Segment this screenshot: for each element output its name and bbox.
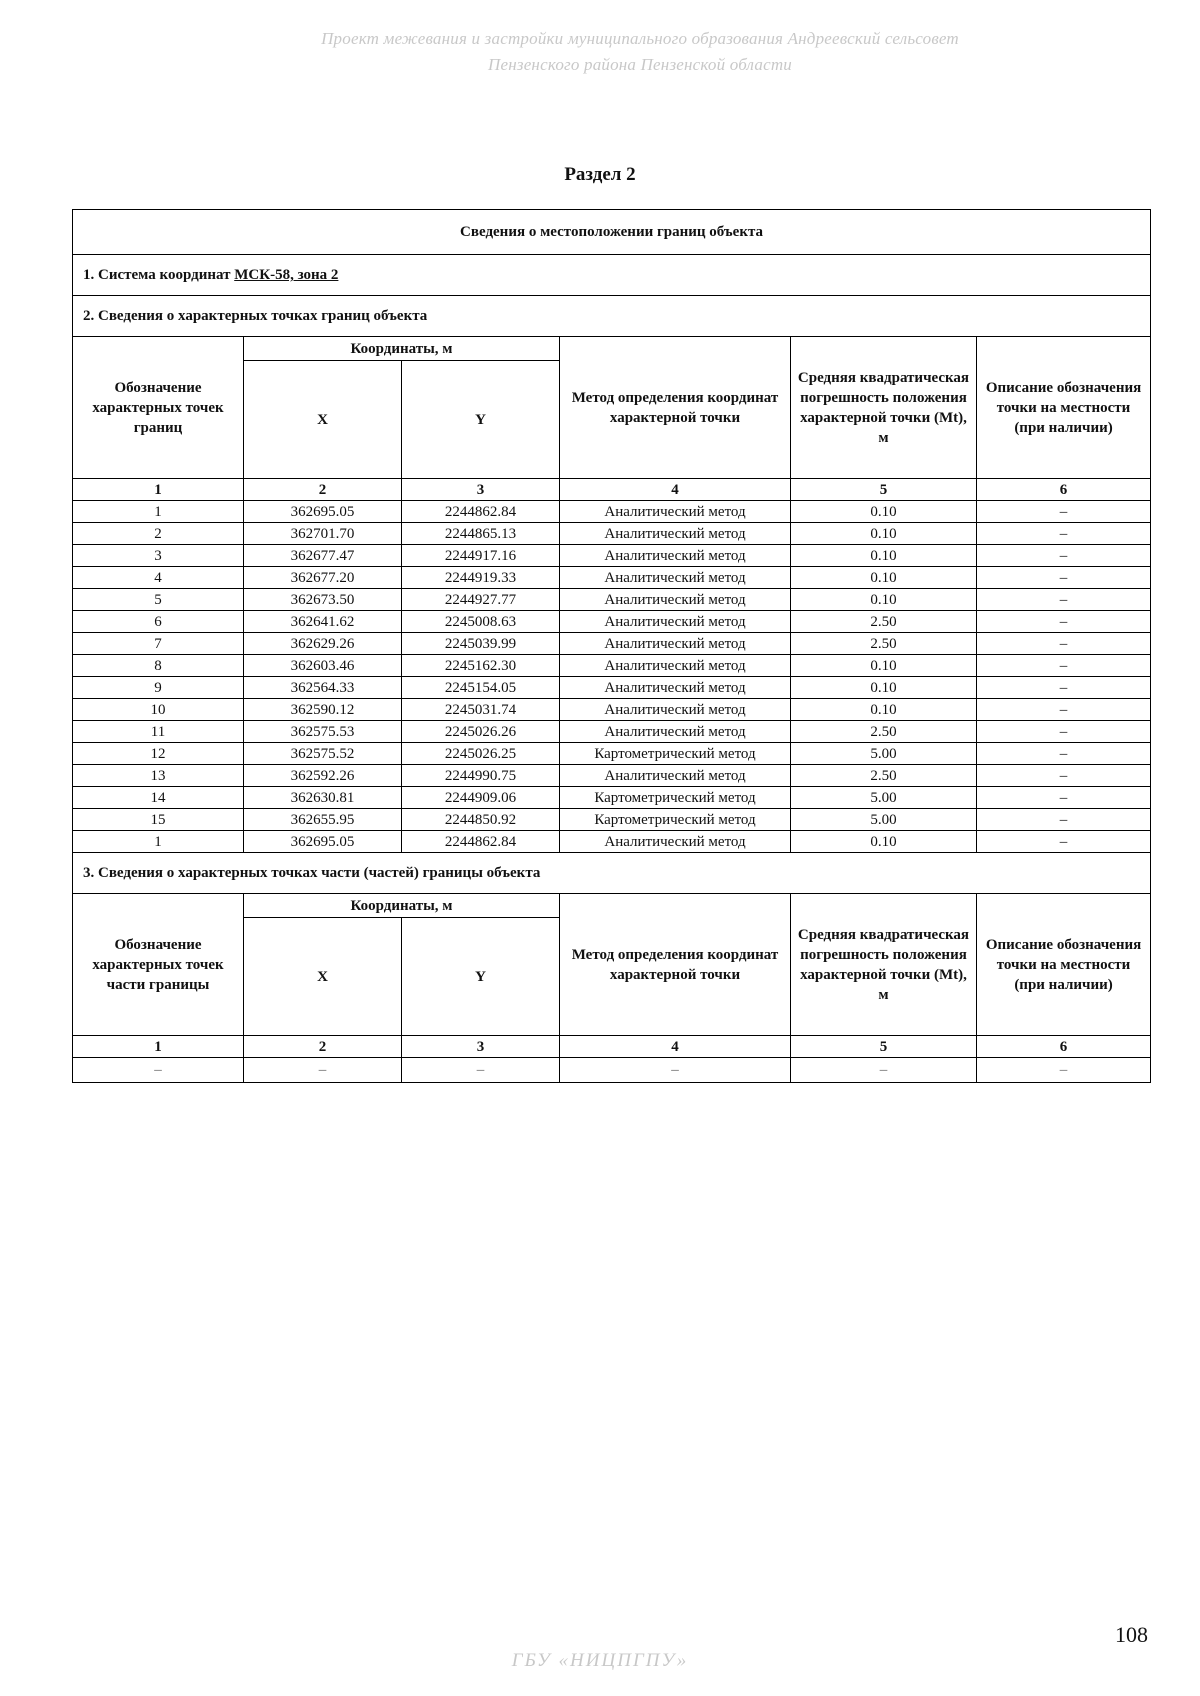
- column-number: 2: [244, 479, 402, 501]
- page-number: 108: [1115, 1622, 1148, 1647]
- x-cell: 362592.26: [244, 765, 402, 787]
- description-cell: –: [977, 611, 1151, 633]
- table-row: [73, 765, 1151, 787]
- method-cell: Аналитический метод: [560, 501, 791, 523]
- y-cell: 2244927.77: [402, 589, 560, 611]
- x-cell: 362677.47: [244, 545, 402, 567]
- footer-organization: ГБУ «НИЦПГПУ»: [511, 1650, 689, 1671]
- x-cell: 362695.05: [244, 501, 402, 523]
- part2-header-error: Средняя квадратическая погрешность положения характерной точки (Mt), м: [791, 337, 977, 479]
- method-cell: Картометрический метод: [560, 743, 791, 765]
- x-cell: 362629.26: [244, 633, 402, 655]
- description-cell: –: [977, 699, 1151, 721]
- x-cell: 362575.52: [244, 743, 402, 765]
- table-row: [73, 787, 1151, 809]
- description-cell: –: [977, 655, 1151, 677]
- method-cell: Картометрический метод: [560, 787, 791, 809]
- error-cell: 5.00: [791, 809, 977, 831]
- y-cell: 2244862.84: [402, 831, 560, 853]
- description-cell: –: [977, 567, 1151, 589]
- description-cell: –: [977, 545, 1151, 567]
- point-id-cell: 13: [73, 765, 244, 787]
- method-cell: –: [560, 1058, 791, 1083]
- x-cell: 362641.62: [244, 611, 402, 633]
- y-cell: 2245031.74: [402, 699, 560, 721]
- part3-header-coords: Координаты, м: [244, 894, 560, 918]
- table-row: [73, 677, 1151, 699]
- part3-header-description: Описание обозначения точки на местности (при наличии): [977, 894, 1151, 1036]
- error-cell: 0.10: [791, 655, 977, 677]
- description-cell: –: [977, 787, 1151, 809]
- point-id-cell: 2: [73, 523, 244, 545]
- point-id-cell: 7: [73, 633, 244, 655]
- y-cell: 2245039.99: [402, 633, 560, 655]
- x-cell: 362603.46: [244, 655, 402, 677]
- description-cell: –: [977, 633, 1151, 655]
- method-cell: Аналитический метод: [560, 545, 791, 567]
- method-cell: Аналитический метод: [560, 589, 791, 611]
- point-id-cell: 1: [73, 501, 244, 523]
- y-cell: 2245162.30: [402, 655, 560, 677]
- part2-header-method: Метод определения координат характерной точки: [560, 337, 791, 479]
- part2-column-numbers: [73, 479, 1151, 501]
- point-id-cell: 1: [73, 831, 244, 853]
- description-cell: –: [977, 501, 1151, 523]
- table-row: [73, 567, 1151, 589]
- y-cell: 2244909.06: [402, 787, 560, 809]
- point-id-cell: 5: [73, 589, 244, 611]
- coord-system-label: 1. Система координат: [83, 267, 235, 283]
- description-cell: –: [977, 523, 1151, 545]
- column-number: 3: [402, 1036, 560, 1058]
- part2-header-y: Y: [402, 361, 560, 479]
- table-row: [73, 611, 1151, 633]
- x-cell: 362701.70: [244, 523, 402, 545]
- y-cell: 2245008.63: [402, 611, 560, 633]
- part2-header-designation: Обозначение характерных точек границ: [73, 337, 244, 479]
- x-cell: 362695.05: [244, 831, 402, 853]
- x-cell: 362590.12: [244, 699, 402, 721]
- error-cell: 5.00: [791, 787, 977, 809]
- method-cell: Аналитический метод: [560, 655, 791, 677]
- point-id-cell: –: [73, 1058, 244, 1083]
- table-row: [73, 501, 1151, 523]
- description-cell: –: [977, 831, 1151, 853]
- table-row: [73, 699, 1151, 721]
- description-cell: –: [977, 677, 1151, 699]
- x-cell: 362575.53: [244, 721, 402, 743]
- error-cell: 2.50: [791, 765, 977, 787]
- column-number: 1: [73, 479, 244, 501]
- point-id-cell: 15: [73, 809, 244, 831]
- part3-column-numbers: [73, 1036, 1151, 1058]
- error-cell: 2.50: [791, 611, 977, 633]
- method-cell: Аналитический метод: [560, 677, 791, 699]
- error-cell: 0.10: [791, 523, 977, 545]
- y-cell: 2244919.33: [402, 567, 560, 589]
- point-id-cell: 11: [73, 721, 244, 743]
- error-cell: 2.50: [791, 721, 977, 743]
- column-number: 6: [977, 1036, 1151, 1058]
- x-cell: 362630.81: [244, 787, 402, 809]
- table-row: [73, 743, 1151, 765]
- point-id-cell: 14: [73, 787, 244, 809]
- y-cell: 2244850.92: [402, 809, 560, 831]
- method-cell: Аналитический метод: [560, 523, 791, 545]
- table-row: [73, 721, 1151, 743]
- error-cell: 0.10: [791, 589, 977, 611]
- y-cell: 2245026.25: [402, 743, 560, 765]
- coord-system-value: МСК-58, зона 2: [234, 267, 339, 283]
- description-cell: –: [977, 765, 1151, 787]
- table-row: [73, 545, 1151, 567]
- part3-header-x: X: [244, 918, 402, 1036]
- x-cell: 362655.95: [244, 809, 402, 831]
- point-id-cell: 9: [73, 677, 244, 699]
- part3-header-error: Средняя квадратическая погрешность положения характерной точки (Mt), м: [791, 894, 977, 1036]
- description-cell: –: [977, 589, 1151, 611]
- section-title: Раздел 2: [564, 164, 636, 185]
- table-row: [73, 655, 1151, 677]
- column-number: 5: [791, 479, 977, 501]
- method-cell: Аналитический метод: [560, 765, 791, 787]
- coord-system-row: [73, 255, 1151, 296]
- method-cell: Аналитический метод: [560, 611, 791, 633]
- point-id-cell: 3: [73, 545, 244, 567]
- part2-title: 2. Сведения о характерных точках границ объекта: [73, 296, 1151, 337]
- error-cell: –: [791, 1058, 977, 1083]
- y-cell: 2244865.13: [402, 523, 560, 545]
- table-row: [73, 589, 1151, 611]
- point-id-cell: 10: [73, 699, 244, 721]
- part3-header-y: Y: [402, 918, 560, 1036]
- method-cell: Аналитический метод: [560, 633, 791, 655]
- part3-header-method: Метод определения координат характерной точки: [560, 894, 791, 1036]
- x-cell: 362677.20: [244, 567, 402, 589]
- part2-header-coords: Координаты, м: [244, 337, 560, 361]
- y-cell: 2244917.16: [402, 545, 560, 567]
- y-cell: 2244862.84: [402, 501, 560, 523]
- description-cell: –: [977, 721, 1151, 743]
- x-cell: –: [244, 1058, 402, 1083]
- column-number: 4: [560, 479, 791, 501]
- method-cell: Аналитический метод: [560, 831, 791, 853]
- column-number: 6: [977, 479, 1151, 501]
- point-id-cell: 12: [73, 743, 244, 765]
- y-cell: –: [402, 1058, 560, 1083]
- y-cell: 2245026.26: [402, 721, 560, 743]
- running-header-line1: Проект межевания и застройки муниципального образования Андреевский сельсовет: [321, 29, 959, 48]
- point-id-cell: 6: [73, 611, 244, 633]
- description-cell: –: [977, 743, 1151, 765]
- table-row: [73, 1058, 1151, 1083]
- column-number: 1: [73, 1036, 244, 1058]
- table-row: [73, 809, 1151, 831]
- y-cell: 2244990.75: [402, 765, 560, 787]
- x-cell: 362564.33: [244, 677, 402, 699]
- method-cell: Аналитический метод: [560, 567, 791, 589]
- table-caption: Сведения о местоположении границ объекта: [73, 210, 1151, 255]
- part3-title: 3. Сведения о характерных точках части (частей) границы объекта: [73, 853, 1151, 894]
- error-cell: 0.10: [791, 699, 977, 721]
- error-cell: 0.10: [791, 677, 977, 699]
- table-row: [73, 523, 1151, 545]
- column-number: 3: [402, 479, 560, 501]
- error-cell: 2.50: [791, 633, 977, 655]
- point-id-cell: 4: [73, 567, 244, 589]
- method-cell: Аналитический метод: [560, 699, 791, 721]
- x-cell: 362673.50: [244, 589, 402, 611]
- part2-header-x: X: [244, 361, 402, 479]
- column-number: 5: [791, 1036, 977, 1058]
- method-cell: Аналитический метод: [560, 721, 791, 743]
- part3-header-designation: Обозначение характерных точек части границы: [73, 894, 244, 1036]
- column-number: 4: [560, 1036, 791, 1058]
- column-number: 2: [244, 1036, 402, 1058]
- part2-header-description: Описание обозначения точки на местности (при наличии): [977, 337, 1151, 479]
- error-cell: 0.10: [791, 567, 977, 589]
- description-cell: –: [977, 809, 1151, 831]
- method-cell: Картометрический метод: [560, 809, 791, 831]
- description-cell: –: [977, 1058, 1151, 1083]
- running-header: [150, 26, 1130, 78]
- running-header-line2: Пензенского района Пензенской области: [488, 55, 792, 74]
- y-cell: 2245154.05: [402, 677, 560, 699]
- table-row: [73, 831, 1151, 853]
- error-cell: 0.10: [791, 501, 977, 523]
- point-id-cell: 8: [73, 655, 244, 677]
- error-cell: 0.10: [791, 545, 977, 567]
- error-cell: 0.10: [791, 831, 977, 853]
- boundary-table: [72, 209, 1151, 1083]
- table-row: [73, 633, 1151, 655]
- error-cell: 5.00: [791, 743, 977, 765]
